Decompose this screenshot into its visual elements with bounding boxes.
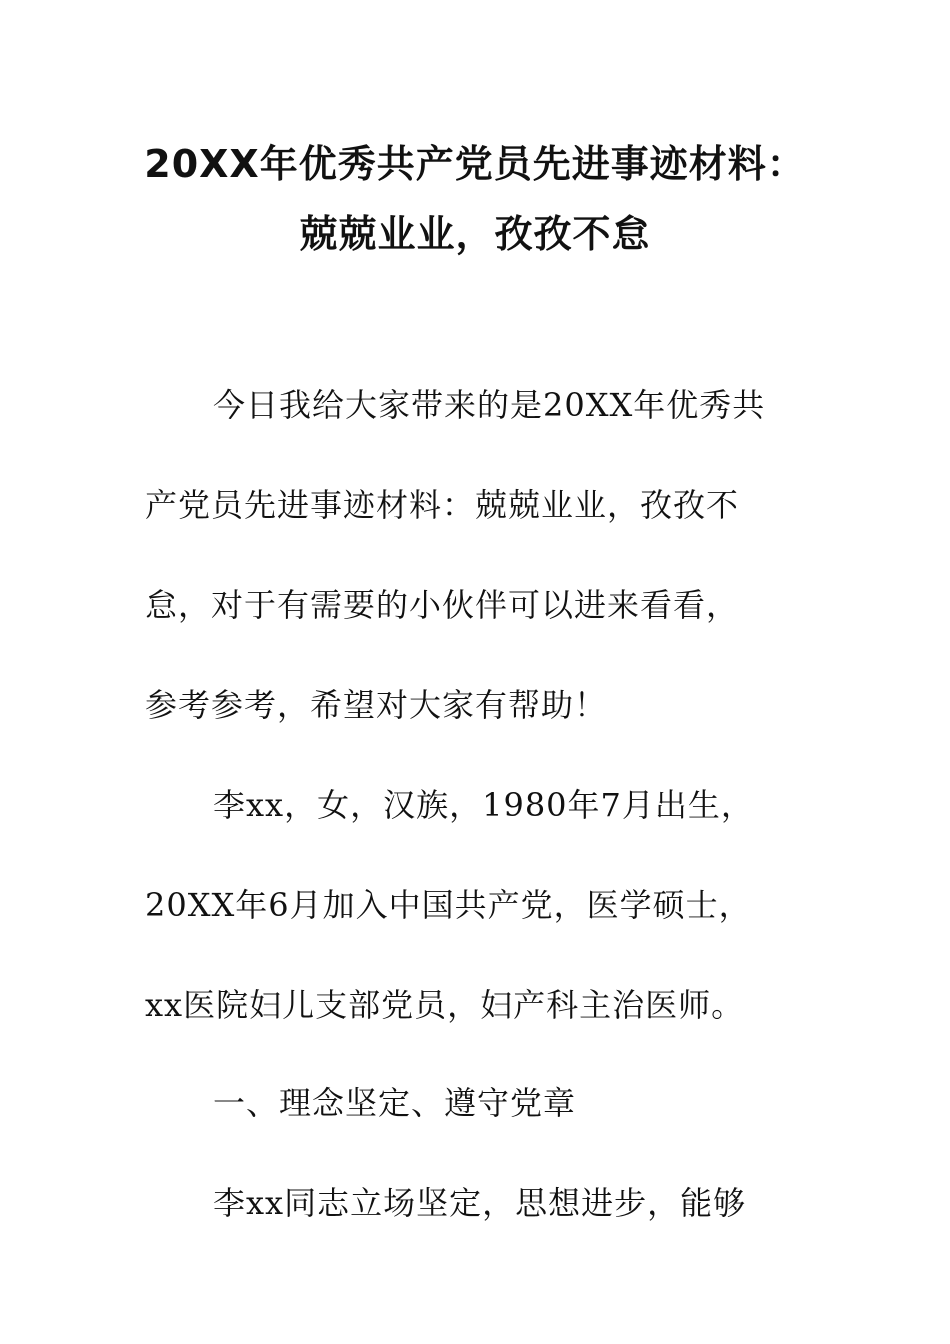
section-heading: 一、理念坚定、遵守党章 [213,1084,577,1122]
document-title-line-1: 20XX年优秀共产党员先进事迹材料： [144,142,806,186]
document-title-line-2: 兢兢业业，孜孜不怠 [299,212,651,256]
body-line: xx医院妇儿支部党员，妇产科主治医师。 [145,986,745,1024]
body-line: 怠，对于有需要的小伙伴可以进来看看， [145,586,740,624]
body-line: 李xx，女，汉族，1980年7月出生， [213,786,754,824]
body-line: 产党员先进事迹材料：兢兢业业，孜孜不 [145,486,740,524]
body-line: 参考参考，希望对大家有帮助！ [145,686,608,724]
body-line: 李xx同志立场坚定，思想进步，能够 [213,1184,747,1222]
body-line: 20XX年6月加入中国共产党，医学硕士， [145,886,752,924]
body-line: 今日我给大家带来的是20XX年优秀共 [213,386,766,424]
